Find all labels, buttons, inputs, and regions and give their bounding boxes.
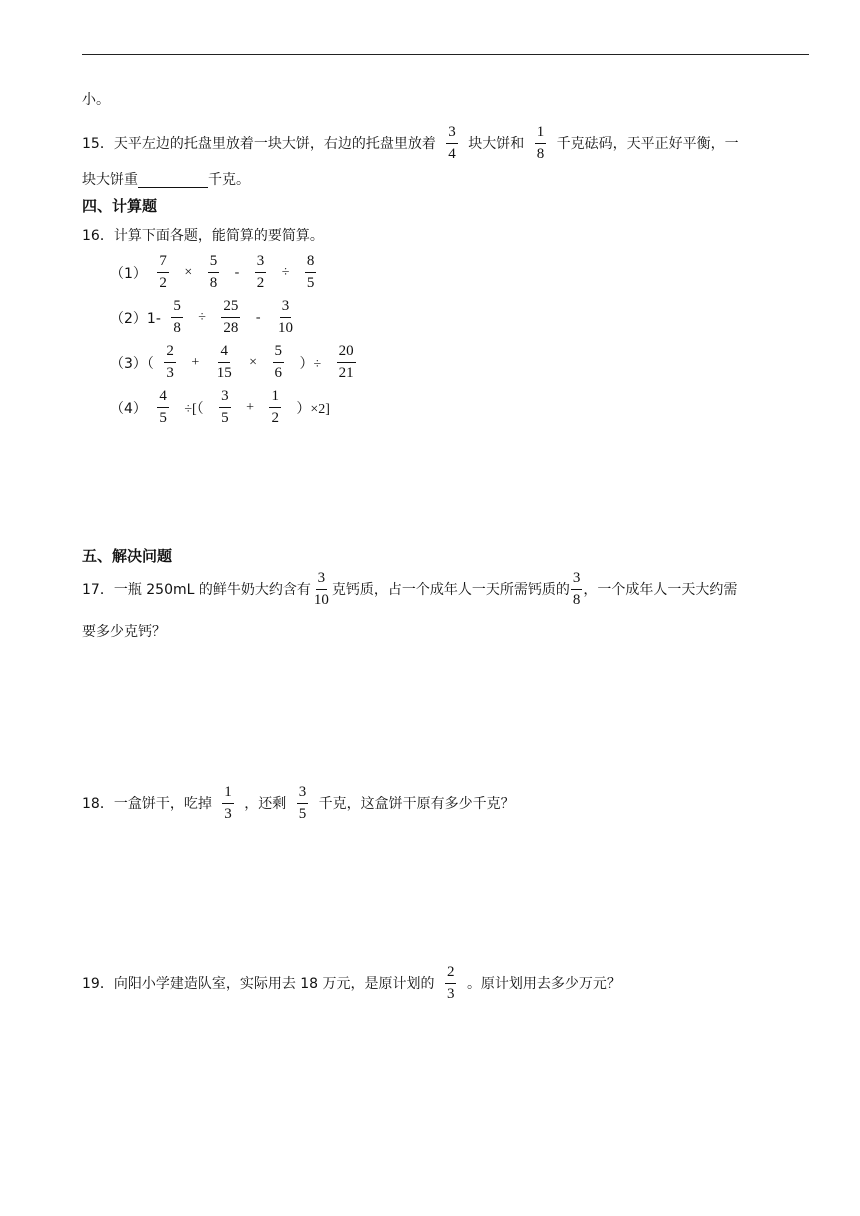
- q18-text-c: 千克，这盒饼干原有多少千克？: [318, 795, 515, 812]
- calc-4-op-2: +: [246, 399, 254, 415]
- calc-1-frac-3: $\frac{3}{2}$: [256, 253, 265, 291]
- q18-fraction-2: $\frac{3}{5}$: [298, 784, 307, 822]
- question-15-line-1: [82, 124, 739, 163]
- q15-line2-b: 千克。: [208, 172, 250, 188]
- calc-2-label: （2）1-: [110, 310, 161, 327]
- q15-fraction-2: $\frac{1}{8}$: [536, 124, 545, 162]
- question-16-title: 16．计算下面各题，能简算的要简算。: [82, 228, 324, 244]
- calc-4-frac-3: $\frac{1}{2}$: [271, 388, 279, 426]
- section-4-heading: 四、计算题: [82, 197, 158, 215]
- calc-4-label: （4）: [110, 400, 147, 417]
- q18-fraction-1: $\frac{1}{3}$: [224, 784, 232, 822]
- calc-2-frac-3: $\frac{3}{10}$: [278, 298, 293, 336]
- question-15-line-2: [82, 170, 250, 190]
- calc-1-op-3: ÷: [281, 264, 290, 280]
- answer-blank[interactable]: [138, 173, 208, 188]
- top-fragment: 小。: [82, 92, 110, 108]
- calc-1-op-1: ×: [184, 264, 193, 280]
- q15-text-a: 天平左边的托盘里放着一块大饼，右边的托盘里放着: [113, 135, 436, 152]
- calc-3-label: （3）（: [110, 355, 154, 372]
- q17-fraction-2: $\frac{3}{8}$: [572, 570, 581, 608]
- calc-1-op-2: -: [234, 264, 240, 280]
- q19-text-b: 。原计划用去多少万元？: [466, 975, 621, 992]
- calc-3-op-2: ×: [249, 354, 258, 370]
- calc-4-frac-1: $\frac{4}{5}$: [159, 388, 167, 426]
- calc-item-2: [110, 298, 301, 337]
- question-17-line-1: [82, 570, 737, 609]
- calc-2-frac-2: $\frac{25}{28}$: [223, 298, 239, 336]
- calc-item-3: [110, 343, 362, 382]
- q19-text-a: 19．向阳小学建造队室，实际用去 18 万元，是原计划的: [82, 975, 435, 992]
- question-18: [82, 784, 515, 823]
- header-rule: [82, 54, 809, 55]
- calc-1-label: （1）: [110, 265, 147, 282]
- calc-4-op-1: ÷[（: [184, 401, 204, 417]
- q15-line2-a: 块大饼重: [82, 172, 138, 188]
- question-19: [82, 964, 621, 1003]
- q17-fraction-1: $\frac{3}{10}$: [313, 570, 329, 608]
- calc-item-4: [110, 388, 335, 427]
- calc-1-frac-4: $\frac{8}{5}$: [306, 253, 315, 291]
- calc-2-op-2: -: [255, 309, 261, 325]
- q17-text-c: ，一个成年人一天大约需: [583, 581, 738, 598]
- calc-3-frac-2: $\frac{4}{15}$: [216, 343, 232, 381]
- calc-4-frac-2: $\frac{3}{5}$: [221, 388, 229, 426]
- calc-4-op-3: ）×2]: [296, 401, 330, 417]
- q15-text-b: 块大饼和: [468, 135, 525, 152]
- calc-2-frac-1: $\frac{5}{8}$: [173, 298, 181, 336]
- calc-3-frac-3: $\frac{5}{6}$: [274, 343, 282, 381]
- calc-1-frac-1: $\frac{7}{2}$: [159, 253, 167, 291]
- q17-text-b: 克钙质，占一个成年人一天所需钙质的: [331, 581, 570, 598]
- section-5-heading: 五、解决问题: [82, 547, 173, 565]
- q15-fraction-1: $\frac{3}{4}$: [448, 124, 456, 162]
- q15-number: 15．: [82, 135, 114, 152]
- calc-item-1: [110, 253, 322, 292]
- calc-1-frac-2: $\frac{5}{8}$: [209, 253, 218, 291]
- q18-text-a: 18．一盒饼干，吃掉: [82, 795, 212, 812]
- calc-2-op-1: ÷: [198, 309, 206, 325]
- q18-text-b: ，还剩: [244, 795, 287, 812]
- q15-text-c: 千克砝码，天平正好平衡，一: [556, 135, 739, 152]
- q19-fraction-1: $\frac{2}{3}$: [446, 964, 455, 1002]
- calc-3-frac-1: $\frac{2}{3}$: [166, 343, 174, 381]
- calc-3-op-3: ）÷: [299, 356, 322, 372]
- calc-3-op-1: +: [191, 354, 200, 370]
- question-17-line-2: 要多少克钙？: [82, 624, 166, 640]
- q17-text-a: 17．一瓶 250mL 的鲜牛奶大约含有: [82, 581, 311, 598]
- calc-3-frac-4: $\frac{20}{21}$: [338, 343, 354, 381]
